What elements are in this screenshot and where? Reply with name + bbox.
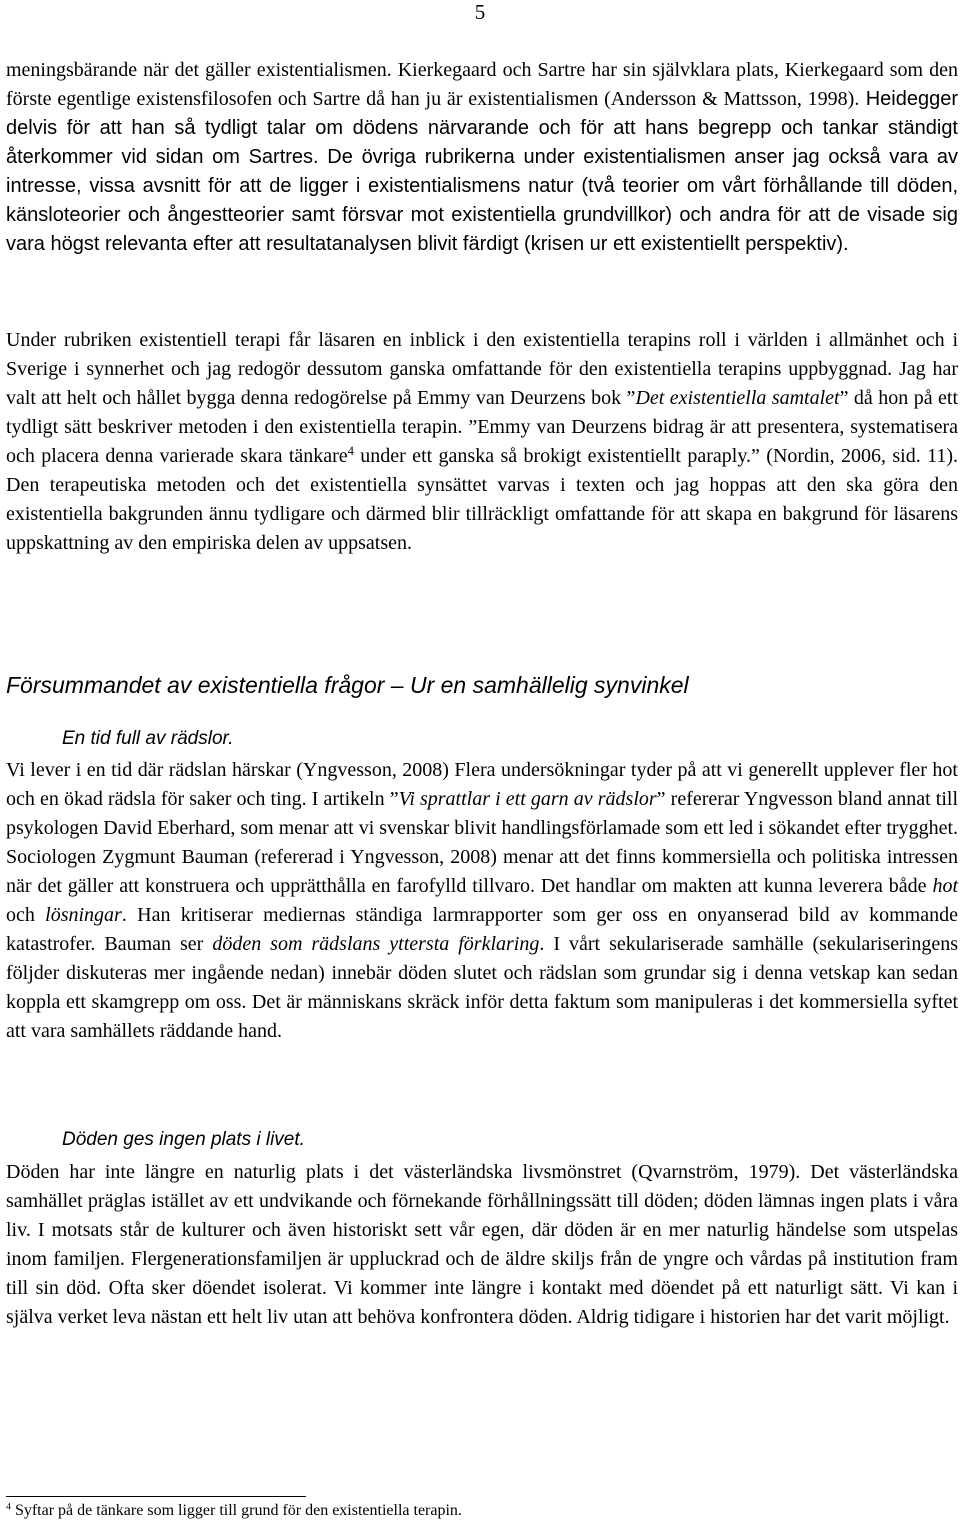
emphasis: lösningar (45, 904, 122, 926)
text-run: Under rubriken existentiell terapi får läsaren en inblick i den existentiella terapins roll i världen i allmänhet och i Sverige i synnerhet och jag redogör dessutom ganska omfattande för den existentiella terapins uppbyggnad. Jag har valt att helt och hållet bygga denna redogörelse på Emmy van Deurzens bok ” (6, 329, 958, 409)
footnote-text: Syftar på de tänkare som ligger till grund för den existentiella terapin. (10, 1502, 462, 1519)
text-run: Vi lever i en tid där rädslan härskar (Yngvesson, 2008) Flera undersökningar tyder på att vi generellt upplever fler hot och en ökad rädsla för saker och ting. I artikeln ” (6, 759, 958, 810)
paragraph-fears (6, 756, 958, 1046)
section-heading: Försummandet av existentiella frågor – Ur en samhällelig synvinkel (6, 672, 689, 698)
footnote-reference: 4 (347, 444, 354, 459)
paragraph-sentence: meningsbärande när det gäller existentialismen. Kierkegaard och Sartre har sin självklara plats, Kierkegaard som den förste egentlige existensfilosofen och Sartre då han ju är existentialismen (Andersson & Mattsson, 1998). (6, 59, 958, 110)
footnote (6, 1500, 462, 1522)
paragraph-sentence-heidegger: Heidegger delvis för att han så tydligt talar om dödens närvarande och för att hans begrepp och tankar ständigt återkommer vid sidan om Sartres. (6, 88, 959, 168)
text-run: ” refererar Yngvesson bland annat till psykologen David Eberhard, som menar att vi svenskar blivit handlingsförlamade som ett led i sökandet efter trygghet. Sociologen Zygmunt Bauman (refererad i Yngvesson, 2008) menar att det finns kommersiella och politiska intressen när det gäller att konstruera och upprätthålla en farofylld tillvaro. Det handlar om makten att kunna leverera både (6, 788, 959, 897)
text-run: under ett ganska så brokigt existentiellt paraply.” (Nordin, 2006, sid. 11). Den terapeutiska metoden och det existentiella synsättet varvas i texten och jag hoppas att den ska göra den existentiella bakgrunden ännu tydligare och därmed blir tillräckligt omfattande för att skapa en bakgrund för läsarens uppskattning av den empiriska delen av uppsatsen. (6, 445, 958, 554)
paragraph-death: Döden har inte längre en naturlig plats i det västerländska livsmönstret (Qvarnström, 1979). Det västerländska samhället präglas istället av ett undvikande och förnekande förhållningssätt till döden; döden lämnas ingen plats i våra liv. I motsats står de kulturer och även historiskt sett vår egen, där döden är en mer naturlig händelse som utspelas inom familjen. Flergenerationsfamiljen är uppluckrad och de äldre skiljs från de yngre och vårdas på institution fram till sin död. Ofta sker döendet isolerat. Vi kommer inte längre i kontakt med döendet på ett naturligt sätt. Vi kan i själva verket leva nästan ett helt liv utan att behöva konfrontera döden. Aldrig tidigare i historien har det varit möjligt. (6, 1161, 958, 1328)
text-run: och (6, 904, 46, 926)
subsection-heading-death: Döden ges ingen plats i livet. (62, 1129, 305, 1150)
emphasis: döden som rädslans yttersta förklaring (212, 933, 540, 955)
footnote-divider (6, 1496, 306, 1497)
text-run: . I vårt sekulariserade samhälle (sekulariseringens följder diskuteras mer ingående nedan) innebär döden slutet och rädslan som grundar sig i denna vetskap kan sedan koppla ett skamgrepp om oss. Det är människans skräck inför detta faktum som manipuleras i det kommersiella syftet att vara samhällets räddande hand. (6, 933, 959, 1042)
footnote-mark: 4 (6, 1501, 11, 1513)
paragraph-existentialism-overview (6, 56, 958, 259)
paragraph-existential-therapy (6, 326, 958, 558)
emphasis: hot (932, 875, 958, 897)
subsection-heading-fears: En tid full av rädslor. (62, 728, 234, 749)
text-run: . Han kritiserar mediernas ständiga larmrapporter som ger oss en onyanserad bild av kommande katastrofer. Bauman ser (6, 904, 958, 955)
page-number: 5 (474, 0, 486, 24)
book-title: Det existentiella samtalet (635, 387, 840, 409)
text-run: ” då hon på ett tydligt sätt beskriver metoden i den existentiella terapin. ”Emmy van Deurzens bidrag är att presentera, systematisera och placera denna varierade skara tänkare (6, 387, 959, 467)
paragraph-sentence-rubriker: De övriga rubrikerna under existentialismen anser jag också vara av intresse, vissa avsnitt för att de ligger i existentialismens natur (två teorier om vårt förhållande till döden, känsloteorier och ångestteorier samt försvar mot existentiella grundvillkor) och andra för att de visade sig vara högst relevanta efter att resultatanalysen blivit färdigt (krisen ur ett existentiellt perspektiv). (6, 146, 958, 255)
article-title: Vi sprattlar i ett garn av rädslor (398, 788, 657, 810)
